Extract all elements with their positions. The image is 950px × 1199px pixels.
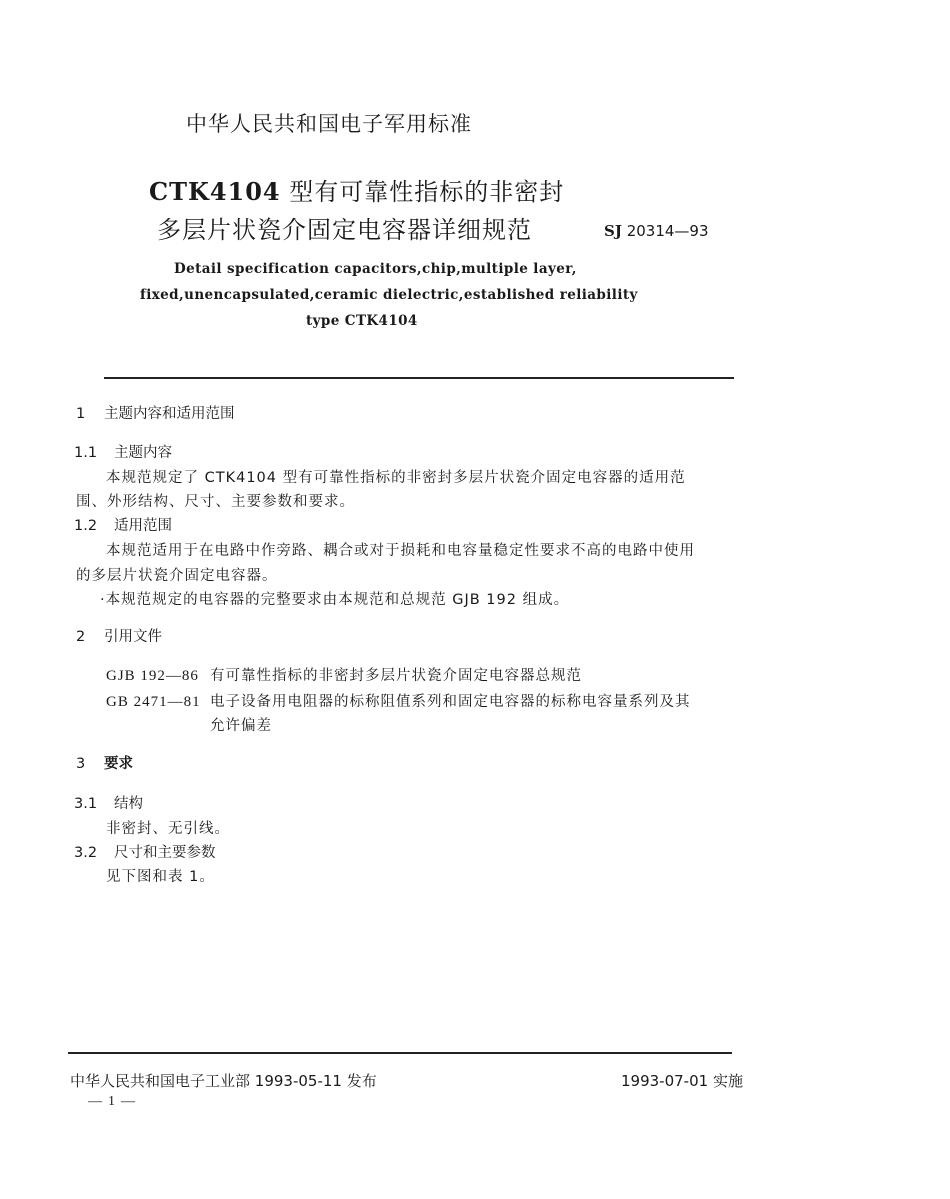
paragraph-1-2-note: ·本规范规定的电容器的完整要求由本规范和总规范 GJB 192 组成。 (100, 592, 570, 608)
reference-code: GB 2471—81 (106, 694, 201, 710)
section-number: 3.1 (74, 796, 98, 812)
footer-divider (68, 1052, 732, 1054)
section-number: 1.1 (74, 445, 98, 461)
section-2-heading (76, 625, 162, 646)
standard-number (604, 222, 709, 240)
reference-title: 有可靠性指标的非密封多层片状瓷介固定电容器总规范 (210, 668, 582, 684)
standard-body-header: 中华人民共和国电子军用标准 (186, 112, 472, 136)
section-number: 2 (76, 629, 86, 645)
section-title: 主题内容 (114, 445, 172, 461)
document-title-line2: 多层片状瓷介固定电容器详细规范 (157, 216, 532, 244)
paragraph-3-1: 非密封、无引线。 (106, 821, 230, 837)
section-title: 适用范围 (114, 518, 172, 534)
section-title: 引用文件 (104, 629, 162, 645)
paragraph-1-2-line1: 本规范适用于在电路中作旁路、耦合或对于损耗和电容量稳定性要求不高的电路中使用 (106, 543, 695, 559)
section-1-1-heading (74, 441, 172, 462)
paragraph-1-1-line2: 围、外形结构、尺寸、主要参数和要求。 (76, 494, 355, 510)
reference-item (106, 664, 582, 685)
section-3-heading (76, 752, 133, 773)
reference-title-continuation: 允许偏差 (210, 718, 272, 734)
section-title: 要求 (104, 756, 133, 772)
paragraph-1-1-line1: 本规范规定了 CTK4104 型有可靠性指标的非密封多层片状瓷介固定电容器的适用范 (106, 470, 686, 486)
issue-statement: 中华人民共和国电子工业部 1993-05-11 发布 (70, 1072, 377, 1090)
page-number: —1— (88, 1094, 141, 1109)
english-title-line2: fixed,unencapsulated,ceramic dielectric,established reliability (140, 287, 638, 303)
reference-item (106, 690, 691, 711)
title-line1-text: 型有可靠性指标的非密封 (280, 178, 565, 206)
document-title-line1 (149, 172, 564, 207)
english-title-line1: Detail specification capacitors,chip,multiple layer, (174, 261, 577, 277)
section-title: 尺寸和主要参数 (114, 845, 216, 861)
section-3-2-heading (74, 841, 216, 862)
section-number: 3 (76, 756, 86, 772)
section-3-1-heading (74, 792, 143, 813)
paragraph-1-2-line2: 的多层片状瓷介固定电容器。 (76, 568, 278, 584)
header-divider (104, 377, 734, 379)
model-code: CTK4104 (149, 177, 281, 206)
section-number: 3.2 (74, 845, 98, 861)
reference-code: GJB 192—86 (106, 668, 199, 684)
standard-prefix: SJ (604, 222, 622, 240)
section-title: 主题内容和适用范围 (104, 406, 235, 422)
section-title: 结构 (114, 796, 143, 812)
section-number: 1.2 (74, 518, 98, 534)
standard-number-value: 20314—93 (621, 222, 709, 240)
effective-date: 1993-07-01 实施 (621, 1072, 743, 1090)
section-1-heading (76, 402, 235, 423)
paragraph-3-2: 见下图和表 1。 (106, 869, 215, 885)
english-title-line3: type CTK4104 (306, 313, 418, 329)
reference-title: 电子设备用电阻器的标称阻值系列和固定电容器的标称电容量系列及其 (210, 694, 691, 710)
section-number: 1 (76, 406, 86, 422)
section-1-2-heading (74, 514, 172, 535)
